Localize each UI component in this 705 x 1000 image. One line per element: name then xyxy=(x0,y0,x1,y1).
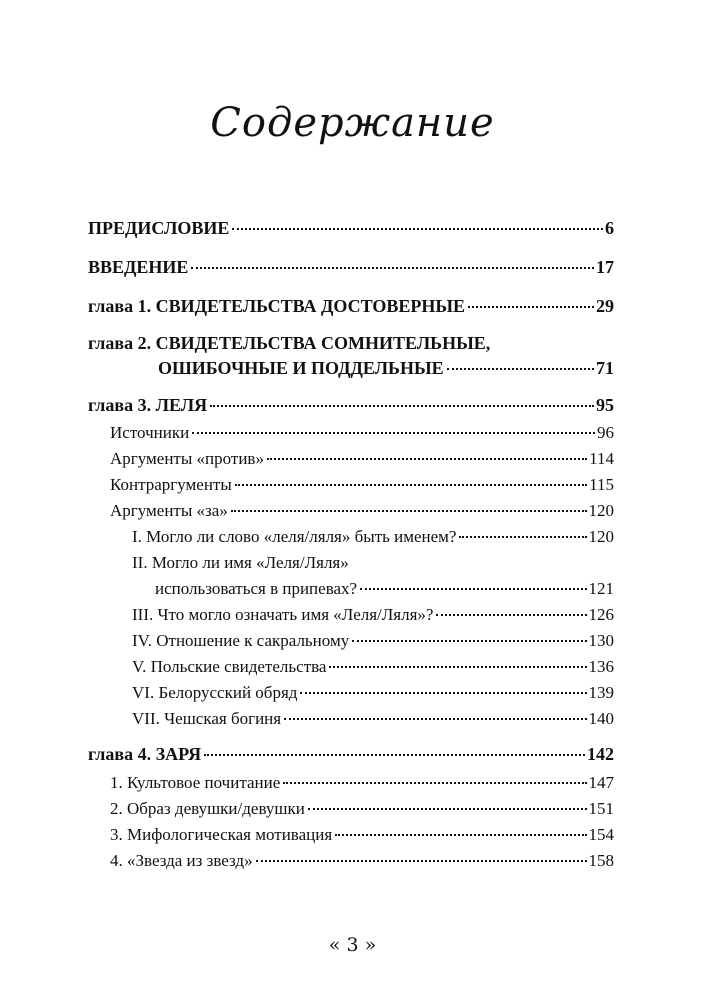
dot-leader xyxy=(308,808,587,810)
toc-entry-label: глава 1. СВИДЕТЕЛЬСТВА ДОСТОВЕРНЫЕ xyxy=(88,296,466,316)
toc-entry-label: Аргументы «против» xyxy=(110,449,264,468)
toc-entry-chapter-3[interactable] xyxy=(88,395,614,416)
dot-leader xyxy=(232,228,603,230)
toc-entry-label: I. Могло ли слово «леля/ляля» быть именем? xyxy=(132,527,457,546)
toc-entry-introduction[interactable] xyxy=(88,257,614,278)
toc-entry-page: 142 xyxy=(587,744,614,764)
toc-entry-line2 xyxy=(88,358,614,379)
toc-entry-line2 xyxy=(88,579,614,599)
dot-leader xyxy=(283,782,586,784)
toc-entry-label: VI. Белорусский обряд xyxy=(132,683,298,702)
dot-leader xyxy=(284,718,586,720)
toc-entry-label: глава 3. ЛЕЛЯ xyxy=(88,395,208,415)
dot-leader xyxy=(459,536,586,538)
toc-entry-page: 147 xyxy=(588,773,614,792)
toc-entry-label: 1. Культовое почитание xyxy=(110,773,281,792)
toc-entry-label: 2. Образ девушки/девушки xyxy=(110,799,305,818)
page-number: « 3 » xyxy=(328,934,377,956)
dot-leader xyxy=(235,484,587,486)
toc-entry-label: Аргументы «за» xyxy=(110,501,228,520)
toc-entry-arguments-for[interactable] xyxy=(88,501,614,521)
toc-entry-label-line2: использоваться в припевах? xyxy=(155,579,358,598)
toc-entry-section-3[interactable] xyxy=(88,605,614,625)
dot-leader xyxy=(204,754,585,756)
toc-entry-label: глава 4. ЗАРЯ xyxy=(88,744,202,764)
dot-leader xyxy=(210,405,594,407)
toc-entry-section-1[interactable] xyxy=(88,527,614,547)
toc-entry-cult[interactable] xyxy=(88,773,614,793)
toc-entry-counterarguments[interactable] xyxy=(88,475,614,495)
dot-leader xyxy=(335,834,586,836)
toc-entry-label: VII. Чешская богиня xyxy=(132,709,282,728)
toc-entry-page: 154 xyxy=(588,825,614,844)
dot-leader xyxy=(191,267,594,269)
toc-entry-label-line1: II. Могло ли имя «Леля/Ляля» xyxy=(132,553,349,572)
dot-leader xyxy=(329,666,586,668)
toc-entry-section-5[interactable] xyxy=(88,657,614,677)
toc-entry-label: 4. «Звезда из звезд» xyxy=(110,851,253,870)
toc-entry-page: 115 xyxy=(589,475,614,494)
toc-entry-page: 140 xyxy=(588,709,614,728)
toc-entry-maiden-image[interactable] xyxy=(88,799,614,819)
toc-entry-page: 130 xyxy=(588,631,614,650)
toc-entry-page: 158 xyxy=(588,851,614,870)
toc-entry-mythological[interactable] xyxy=(88,825,614,845)
dot-leader xyxy=(267,458,587,460)
toc-entry-page: 120 xyxy=(588,527,614,546)
toc-entry-star[interactable] xyxy=(88,851,614,871)
toc-entry-page: 121 xyxy=(588,579,614,598)
toc-entry-page: 71 xyxy=(596,358,614,378)
toc-entry-section-7[interactable] xyxy=(88,709,614,729)
dot-leader xyxy=(300,692,586,694)
toc-entry-page: 95 xyxy=(596,395,614,415)
toc-entry-page: 29 xyxy=(596,296,614,316)
toc-entry-chapter-2[interactable] xyxy=(88,333,614,379)
toc-entry-page: 6 xyxy=(605,218,614,238)
page-title: Содержание xyxy=(210,100,495,146)
toc-entry-sources[interactable] xyxy=(88,423,614,443)
toc-entry-chapter-1[interactable] xyxy=(88,296,614,317)
toc-entry-page: 114 xyxy=(589,449,614,468)
toc-entry-page: 120 xyxy=(588,501,614,520)
toc-entry-label-line2: ОШИБОЧНЫЕ И ПОДДЕЛЬНЫЕ xyxy=(158,358,444,378)
dot-leader xyxy=(436,614,586,616)
toc-entry-label-line1: глава 2. СВИДЕТЕЛЬСТВА СОМНИТЕЛЬНЫЕ, xyxy=(88,333,491,353)
dot-leader xyxy=(256,860,587,862)
dot-leader xyxy=(352,640,586,642)
toc-entry-page: 126 xyxy=(588,605,614,624)
dot-leader xyxy=(192,432,595,434)
toc-entry-label: IV. Отношение к сакральному xyxy=(132,631,350,650)
toc-entry-arguments-against[interactable] xyxy=(88,449,614,469)
toc-entry-page: 17 xyxy=(596,257,614,277)
toc-entry-chapter-4[interactable] xyxy=(88,744,614,765)
toc-entry-page: 139 xyxy=(588,683,614,702)
toc-entry-label: III. Что могло означать имя «Леля/Ляля»? xyxy=(132,605,434,624)
dot-leader xyxy=(468,306,594,308)
toc-entry-page: 151 xyxy=(588,799,614,818)
dot-leader xyxy=(231,510,587,512)
toc-entry-label: V. Польские свидетельства xyxy=(132,657,327,676)
toc-entry-label: Контраргументы xyxy=(110,475,232,494)
toc-entry-page: 96 xyxy=(597,423,614,442)
toc-entry-section-2[interactable] xyxy=(88,553,614,599)
toc-entry-preface[interactable] xyxy=(88,218,614,239)
toc-entry-page: 136 xyxy=(588,657,614,676)
dot-leader xyxy=(447,368,594,370)
toc-entry-label: ПРЕДИСЛОВИЕ xyxy=(88,218,230,238)
toc-entry-label: 3. Мифологическая мотивация xyxy=(110,825,333,844)
dot-leader xyxy=(360,588,586,590)
toc-entry-label: Источники xyxy=(110,423,190,442)
toc-entry-section-4[interactable] xyxy=(88,631,614,651)
toc-entry-section-6[interactable] xyxy=(88,683,614,703)
table-of-contents xyxy=(88,218,614,871)
toc-entry-label: ВВЕДЕНИЕ xyxy=(88,257,189,277)
